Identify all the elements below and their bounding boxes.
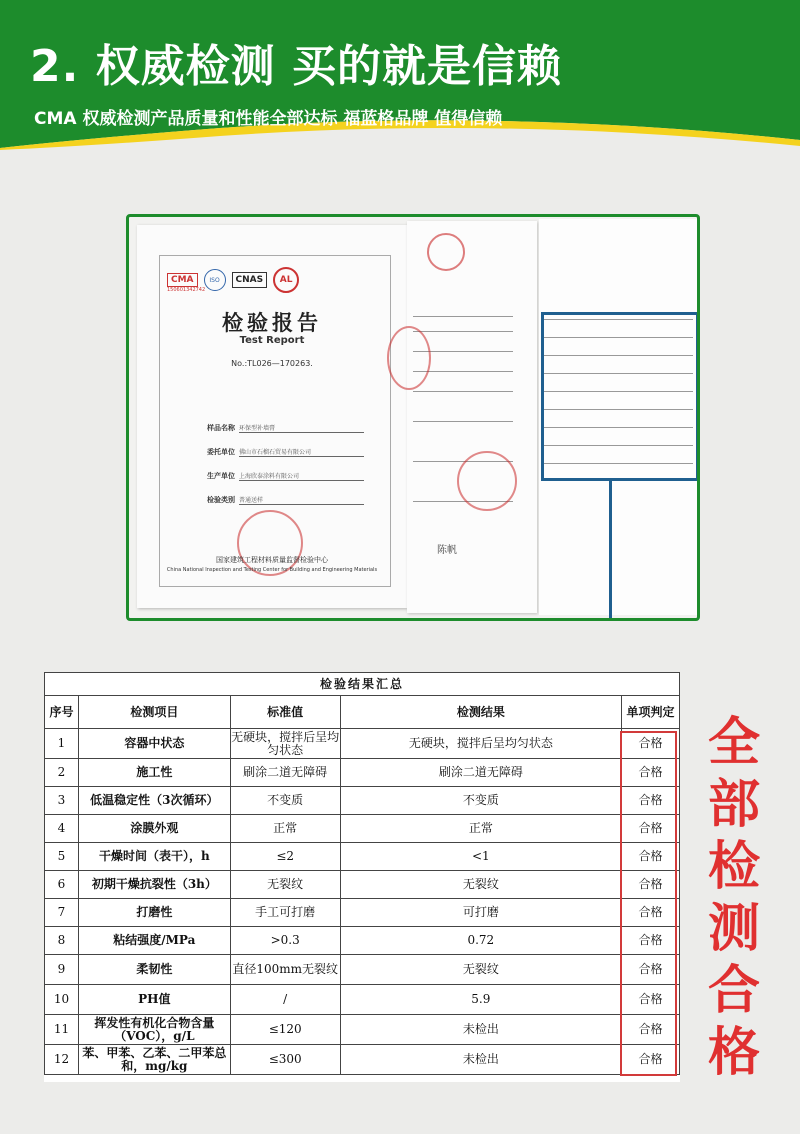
row-standard: 直径100mm无裂纹 [230, 955, 340, 985]
row-no: 10 [45, 985, 79, 1015]
row-verdict: 合格 [622, 1015, 680, 1045]
row-standard: 无硬块，搅拌后呈均匀状态 [231, 729, 340, 757]
official-seal [457, 451, 517, 511]
table-row [45, 955, 680, 985]
cma-number: 150601342742 [167, 287, 206, 293]
table-row [45, 787, 680, 815]
table-header [45, 696, 680, 729]
iso-logo: ISO [204, 269, 226, 291]
cnas-logo: CNAS [232, 272, 268, 288]
side-char: 部 [707, 775, 760, 835]
row-verdict: 合格 [622, 899, 680, 927]
row-standard: ≤120 [230, 1015, 340, 1045]
row-result: 未检出 [340, 1015, 621, 1045]
row-verdict: 合格 [622, 955, 680, 985]
row-result: 无裂纹 [340, 871, 621, 899]
table-row [45, 899, 680, 927]
side-char: 检 [707, 837, 760, 897]
row-standard: >0.3 [230, 927, 340, 955]
highlight-connector [609, 478, 612, 618]
al-seal [427, 233, 465, 271]
row-no: 3 [45, 787, 79, 815]
header-verdict: 单项判定 [622, 696, 680, 729]
banner-subtitle: CMA 权威检测产品质量和性能全部达标 福蓝格品牌 值得信赖 [34, 109, 503, 129]
field-value: 普通送样 [239, 495, 364, 505]
row-verdict: 合格 [622, 815, 680, 843]
row-verdict: 合格 [622, 871, 680, 899]
row-item: PH值 [78, 985, 230, 1015]
report-photo [126, 214, 700, 621]
row-verdict: 合格 [622, 787, 680, 815]
institution-name-en: China National Inspection and Testing Center for Building and Engineering Materials [166, 567, 378, 573]
row-result: 刷涂二道无障碍 [340, 759, 621, 787]
certificate-subtitle: Test Report [239, 335, 305, 346]
rule [413, 391, 513, 392]
report-page-3 [539, 219, 697, 615]
row-standard: 刷涂二道无障碍 [230, 759, 340, 787]
table-row [45, 729, 680, 759]
row-item: 柔韧性 [78, 955, 230, 985]
verdict-highlight-box [620, 731, 677, 1076]
row-item: 粘结强度/MPa [78, 927, 230, 955]
institution-name: 国家建筑工程材料质量监督检验中心 [216, 556, 328, 564]
table-row [45, 927, 680, 955]
header-result: 检测结果 [340, 696, 621, 729]
certificate-title: 检验报告 [222, 310, 322, 335]
row-result: <1 [340, 843, 621, 871]
row-no: 11 [45, 1015, 79, 1045]
table-row [45, 815, 680, 843]
row-no: 7 [45, 899, 79, 927]
highlight-box [541, 312, 699, 481]
row-item: 低温稳定性（3次循环） [78, 787, 230, 815]
rule [413, 421, 513, 422]
field-value: 上海欣泰涂料有限公司 [239, 471, 364, 481]
table-row [45, 1045, 680, 1075]
row-item: 涂膜外观 [78, 815, 230, 843]
row-standard: 正常 [230, 815, 340, 843]
official-seal-partial [387, 326, 431, 390]
row-result: 不变质 [340, 787, 621, 815]
field-label: 检验类别 [207, 496, 235, 504]
side-char: 合 [707, 961, 760, 1021]
header-standard: 标准值 [230, 696, 340, 729]
results-summary [44, 672, 680, 1082]
row-no: 9 [45, 955, 79, 985]
row-item: 施工性 [78, 759, 230, 787]
row-verdict: 合格 [622, 985, 680, 1015]
row-verdict: 合格 [622, 1045, 680, 1075]
side-char: 格 [707, 1023, 760, 1083]
row-result: 0.72 [340, 927, 621, 955]
row-result: 正常 [340, 815, 621, 843]
side-char: 测 [707, 899, 760, 959]
certificate-cover [137, 225, 407, 608]
row-no: 8 [45, 927, 79, 955]
field-label: 样品名称 [207, 424, 235, 432]
table-row [45, 843, 680, 871]
header-no: 序号 [45, 696, 79, 729]
row-no: 6 [45, 871, 79, 899]
row-result: 无裂纹 [340, 955, 621, 985]
banner-title: 2. 权威检测 买的就是信赖 [30, 41, 562, 92]
row-standard: 手工可打磨 [230, 899, 340, 927]
report-page-2 [407, 221, 537, 613]
table-row [45, 985, 680, 1015]
row-standard: 无裂纹 [230, 871, 340, 899]
side-char: 全 [707, 713, 760, 773]
results-table [44, 672, 680, 1075]
field-manufacturer [207, 471, 364, 481]
row-no: 1 [45, 729, 79, 759]
row-no: 4 [45, 815, 79, 843]
field-label: 委托单位 [207, 448, 235, 456]
field-value: 佛山市石榴石贸易有限公司 [239, 447, 364, 457]
row-item: 挥发性有机化合物含量（VOC），g/L [78, 1015, 230, 1045]
row-verdict: 合格 [622, 927, 680, 955]
row-standard: / [230, 985, 340, 1015]
row-item: 苯、甲苯、乙苯、二甲苯总和，mg/kg [78, 1045, 230, 1075]
field-category [207, 495, 364, 505]
table-row [45, 1015, 680, 1045]
row-result: 5.9 [340, 985, 621, 1015]
row-result: 未检出 [340, 1045, 621, 1075]
field-client [207, 447, 364, 457]
row-standard: ≤2 [230, 843, 340, 871]
al-logo: AL [273, 267, 299, 293]
row-no: 12 [45, 1045, 79, 1075]
table-row [45, 759, 680, 787]
field-label: 生产单位 [207, 472, 235, 480]
row-result: 无硬块，搅拌后呈均匀状态 [340, 729, 621, 759]
row-item: 打磨性 [78, 899, 230, 927]
row-verdict: 合格 [622, 759, 680, 787]
row-standard: ≤300 [230, 1045, 340, 1075]
row-item: 初期干燥抗裂性（3h） [78, 871, 230, 899]
row-item: 干燥时间（表干），h [78, 843, 230, 871]
row-standard: 不变质 [230, 787, 340, 815]
row-result: 可打磨 [340, 899, 621, 927]
row-verdict: 合格 [622, 729, 680, 759]
rule [413, 316, 513, 317]
table-row [45, 871, 680, 899]
row-verdict: 合格 [622, 843, 680, 871]
field-value: 环保型补墙膏 [239, 423, 364, 433]
row-item: 容器中状态 [78, 729, 230, 759]
rule [413, 331, 513, 332]
row-no: 2 [45, 759, 79, 787]
certificate-number: No.:TL026—170263. [231, 359, 313, 368]
row-no: 5 [45, 843, 79, 871]
header-item: 检测项目 [78, 696, 230, 729]
cma-logo: CMA [167, 273, 198, 287]
table-caption: 检验结果汇总 [45, 673, 680, 696]
field-sample [207, 423, 364, 433]
header-banner [0, 0, 800, 150]
all-passed-label [704, 712, 764, 1084]
signature: 陈帆 [437, 545, 457, 556]
